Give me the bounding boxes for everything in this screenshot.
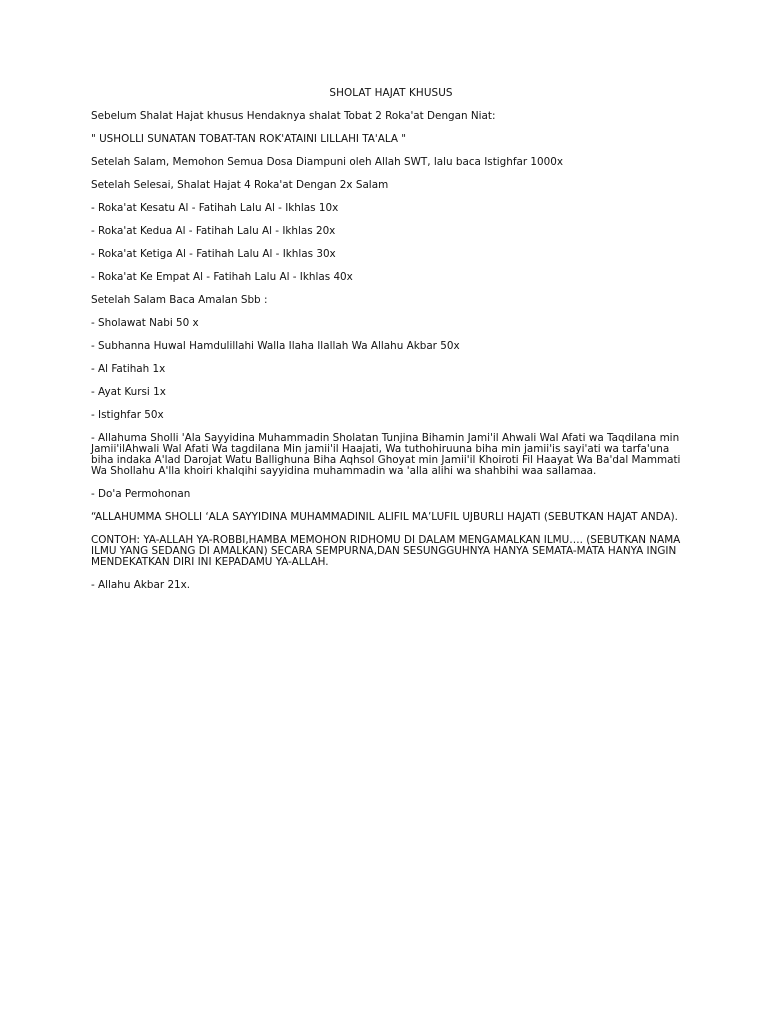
amalan-item-5: - Istighfar 50x bbox=[91, 409, 164, 421]
rakaat-item-4: - Roka'at Ke Empat Al - Fatihah Lalu Al - Ikhlas 40x bbox=[91, 271, 353, 283]
niat-paragraph: " USHOLLI SUNATAN TOBAT-TAN ROK'ATAINI LILLAHI TA'ALA " bbox=[91, 133, 407, 145]
closing-item: - Allahu Akbar 21x. bbox=[91, 579, 191, 591]
rakaat-item-3: - Roka'at Ketiga Al - Fatihah Lalu Al - Ikhlas 30x bbox=[91, 248, 336, 260]
document-body bbox=[91, 88, 691, 603]
amalan-item-2: - Subhanna Huwal Hamdulillahi Walla Ilaha Ilallah Wa Allahu Akbar 50x bbox=[91, 340, 460, 352]
amalan-item-3: - Al Fatihah 1x bbox=[91, 363, 166, 375]
amalan-item-4: - Ayat Kursi 1x bbox=[91, 386, 166, 398]
amalan-heading: Setelah Salam Baca Amalan Sbb : bbox=[91, 294, 268, 306]
rakaat-item-2: - Roka'at Kedua Al - Fatihah Lalu Al - Ikhlas 20x bbox=[91, 225, 336, 237]
amalan-item-1: - Sholawat Nabi 50 x bbox=[91, 317, 199, 329]
amalan-item-6: - Allahuma Sholli 'Ala Sayyidina Muhammadin Sholatan Tunjina Bihamin Jami'il Ahwali Wal Afati wa Taqdilana min Jamii'ilAhwali Wal Afati Wa tagdilana Min jamii'il Haajati, Wa tuthohiruuna biha min jamii'is sayi'ati wa tarfa'una biha indaka A'lad Darojat Watu Ballighuna Biha Aqhsol Ghoyat min Jamii'il Khoiroti Fil Haayat Wa Ba'dal Mammati Wa Shollahu A'lla khoiri khalqihi sayyidina muhammadin wa 'alla alihi wa shahbihi waa sallamaa. bbox=[91, 432, 681, 477]
document-title: SHOLAT HAJAT KHUSUS bbox=[329, 87, 453, 99]
after-done-paragraph: Setelah Selesai, Shalat Hajat 4 Roka'at Dengan 2x Salam bbox=[91, 179, 389, 191]
contoh-paragraph: CONTOH: YA-ALLAH YA-ROBBI,HAMBA MEMOHON RIDHOMU DI DALAM MENGAMALKAN ILMU…. (SEBUTKAN NAMA ILMU YANG SEDANG DI AMALKAN) SECARA SEMPURNA,DAN SESUNGGUHNYA HANYA SEMATA-MATA HANYA INGIN MENDEKATKAN DIRI INI KEPADAMU YA-ALLAH. bbox=[91, 534, 681, 568]
intro-paragraph: Sebelum Shalat Hajat khusus Hendaknya shalat Tobat 2 Roka'at Dengan Niat: bbox=[91, 110, 496, 122]
after-salam-paragraph: Setelah Salam, Memohon Semua Dosa Diampuni oleh Allah SWT, lalu baca Istighfar 1000x bbox=[91, 156, 564, 168]
amalan-item-7: - Do'a Permohonan bbox=[91, 488, 191, 500]
doa-paragraph: “ALLAHUMMA SHOLLI ‘ALA SAYYIDINA MUHAMMADINIL ALIFIL MA’LUFIL UJBURLI HAJATI (SEBUTKAN HAJAT ANDA). bbox=[91, 511, 678, 523]
rakaat-item-1: - Roka'at Kesatu Al - Fatihah Lalu Al - Ikhlas 10x bbox=[91, 202, 339, 214]
